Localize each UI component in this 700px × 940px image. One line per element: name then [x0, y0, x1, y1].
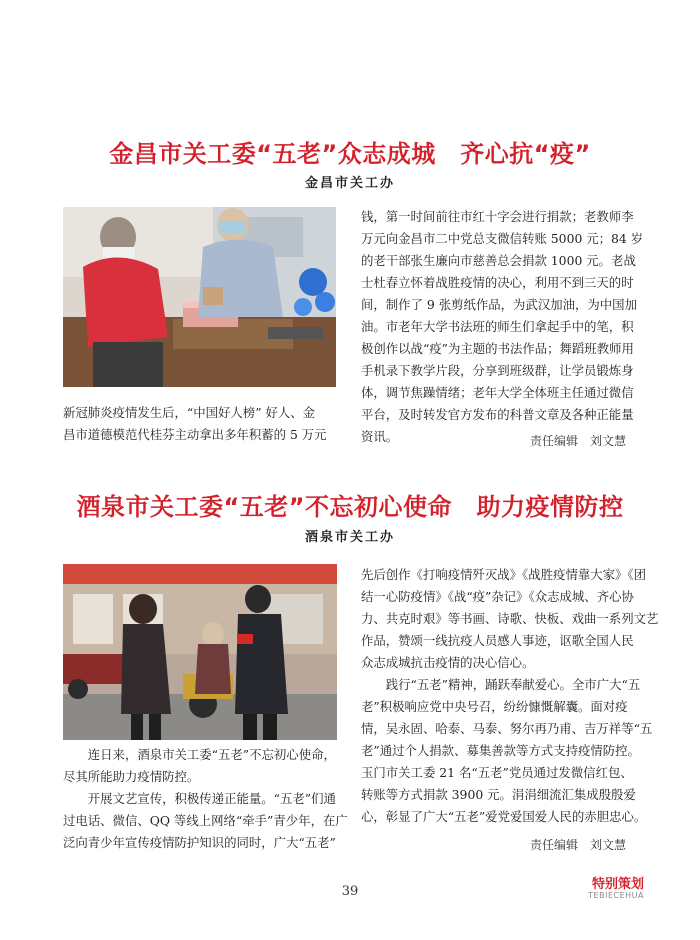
body-line: 过电话、微信、QQ 等线上网络“牵手”青少年，在广 — [63, 813, 348, 828]
section-label: 特别策划 — [591, 877, 644, 892]
article2-title: 酒泉市关工委“五老”不忘初心使命 助力疫情防控 — [76, 493, 624, 521]
body-line: 泛向青少年宣传疫情防护知识的同时，广大“五老” — [63, 835, 336, 850]
body-line: 开展文艺宣传，积极传递正能量。“五老”们通 — [63, 791, 336, 806]
body-line: 力、共克时艰》等书画、诗歌、快板、戏曲一系列文艺 — [361, 611, 659, 626]
article2-photo — [63, 564, 337, 740]
section-label-pinyin: TEBIECEHUA — [588, 891, 644, 900]
body-line: 践行“五老”精神，踊跃奉献爱心。全市广大“五 — [361, 677, 641, 692]
page-number: 39 — [341, 884, 359, 899]
article1-caption — [63, 402, 339, 446]
body-line: 众志成城抗击疫情的决心信心。 — [361, 655, 535, 670]
donation-photo-illustration — [63, 207, 336, 387]
body-line: 连日来，酒泉市关工委“五老”不忘初心使命， — [63, 747, 336, 762]
body-line: 玉门市关工委 21 名“五老”党员通过发微信红包、 — [361, 765, 633, 780]
body-line: 老”积极响应党中央号召，纷纷慷慨解囊。面对疫 — [361, 699, 628, 714]
article2-right-text — [361, 564, 659, 828]
body-line: 老”通过个人捐款、募集善款等方式支持疫情防控。 — [361, 743, 640, 758]
body-line: 极创作以战“疫”为主题的书法作品；舞蹈班教师用 — [361, 341, 634, 356]
body-line: 体，调节焦躁情绪；老年大学全体班主任通过微信 — [361, 385, 634, 400]
article2-byline: 酒泉市关工办 — [304, 530, 395, 545]
body-line: 作品，赞颂一线抗疫人员感人事迹，讴歌全国人民 — [361, 633, 634, 648]
caption-line: 昌市道德模范代桂芬主动拿出多年积蓄的 5 万元 — [63, 427, 327, 442]
body-line: 尽其所能助力疫情防控。 — [63, 769, 200, 784]
body-line: 心，彰显了广大“五老”爱党爱国爱人民的赤胆忠心。 — [361, 809, 647, 824]
body-line: 万元向金昌市二中党总支微信转账 5000 元；84 岁 — [361, 231, 644, 246]
body-line: 士杜春立怀着战胜疫情的决心，利用不到三天的时 — [361, 275, 634, 290]
body-line: 资讯。 — [361, 429, 399, 444]
article1-body — [361, 206, 644, 448]
body-line: 结一心防疫情》《战“疫”杂记》《众志成城、齐心协 — [361, 589, 634, 604]
article1-editor: 责任编辑 刘文慧 — [530, 434, 627, 448]
body-line: 的老干部张生廉向市慈善总会捐款 1000 元。老战 — [361, 253, 636, 268]
body-line: 先后创作《打响疫情歼灭战》《战胜疫情靠大家》《团 — [361, 567, 646, 582]
article1-photo — [63, 207, 336, 387]
caption-line: 新冠肺炎疫情发生后，“中国好人榜” 好人、金 — [63, 405, 316, 420]
article1-byline: 金昌市关工办 — [304, 176, 395, 191]
body-line: 转账等方式捐款 3900 元。涓涓细流汇集成殷殷爱 — [361, 787, 636, 802]
article1-title: 金昌市关工委“五老”众志成城 齐心抗“疫” — [109, 140, 591, 168]
body-line: 情，吴永固、哈泰、马泰、努尔再乃甫、吉万祥等“五 — [361, 721, 653, 736]
article2-left-text — [63, 744, 348, 854]
body-line: 平台，及时转发官方发布的科普文章及各种正能量 — [361, 407, 634, 422]
body-line: 钱，第一时间前往市红十字会进行捐款；老教师李 — [361, 209, 634, 224]
volunteers-photo-illustration — [63, 564, 337, 740]
article2-editor: 责任编辑 刘文慧 — [530, 838, 627, 852]
body-line: 手机录下教学片段，分享到班级群，让学员锻炼身 — [361, 363, 634, 378]
body-line: 油。市老年大学书法班的师生们拿起手中的笔，积 — [361, 319, 634, 334]
body-line: 间，制作了 9 张剪纸作品，为武汉加油，为中国加 — [361, 297, 637, 312]
